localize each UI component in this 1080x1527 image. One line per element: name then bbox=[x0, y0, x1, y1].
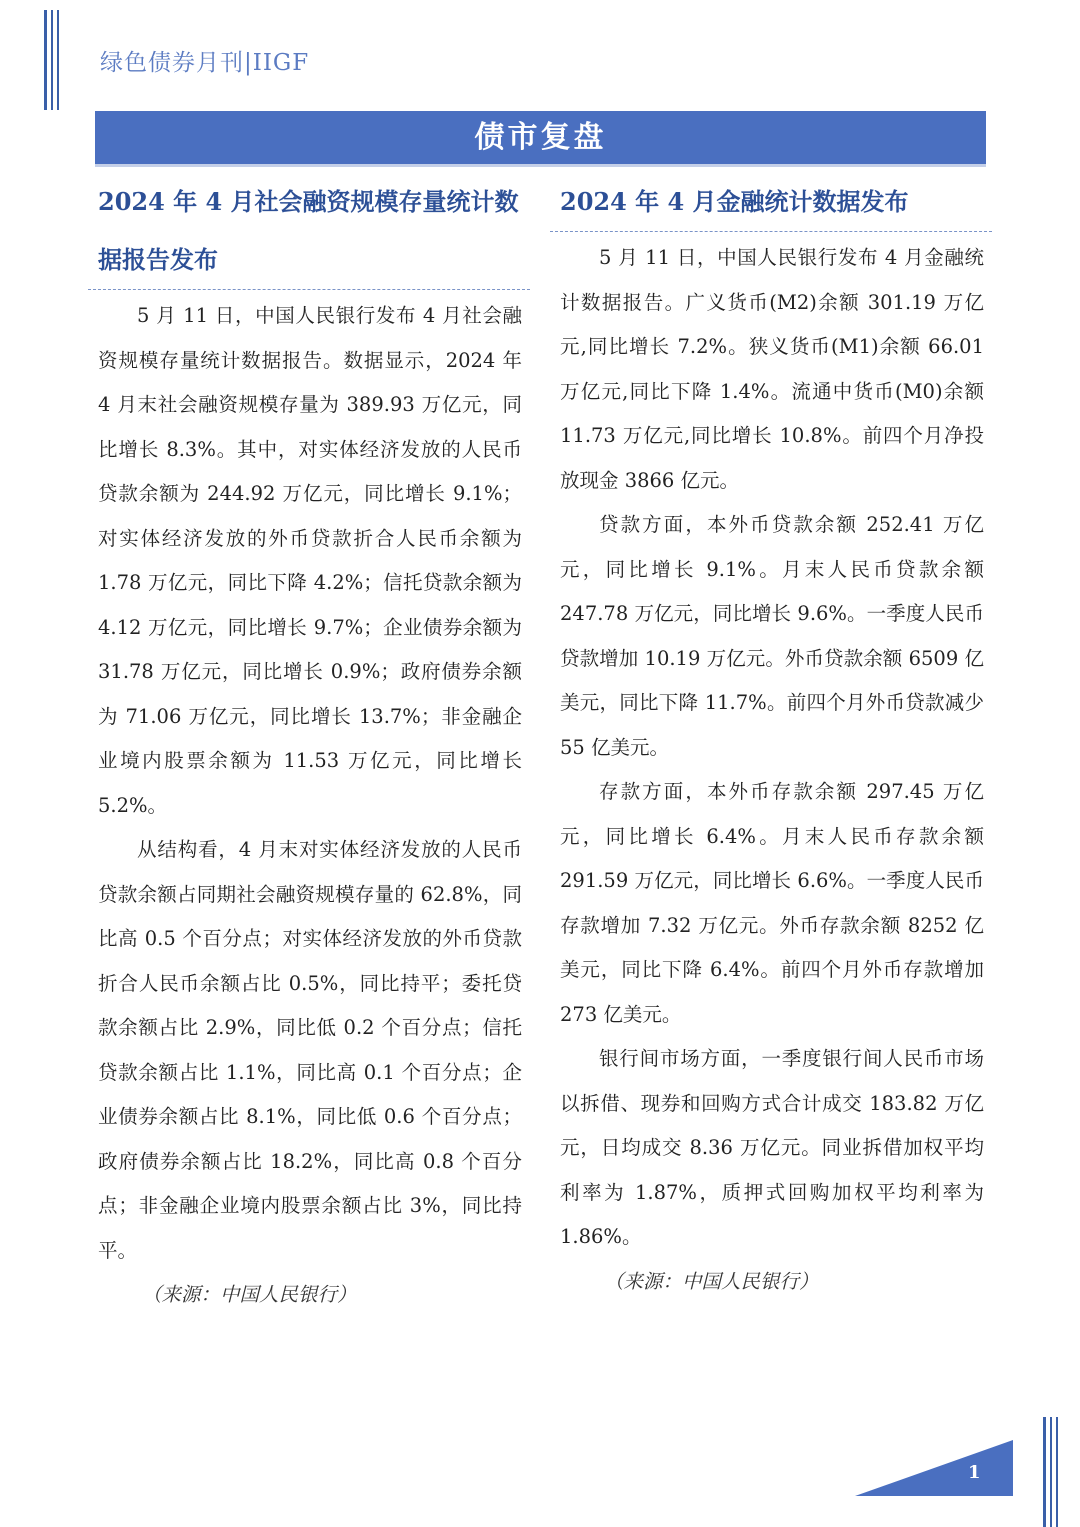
section-title: 债市复盘 bbox=[474, 120, 607, 155]
title-divider bbox=[88, 289, 530, 290]
article-source: （来源：中国人民银行） bbox=[604, 1269, 819, 1293]
right-article bbox=[560, 172, 984, 1304]
paragraph: 贷款方面，本外币贷款余额 252.41 万亿元，同比增长 9.1%。月末人民币贷款余额 247.78 万亿元，同比增长 9.6%。一季度人民币贷款增加 10.19 万亿元。外币贷款余额 6509 亿美元，同比下降 11.7%。前四个月外币贷款减少 55 亿美元。 bbox=[560, 513, 984, 759]
article-title: 2024 年 4 月金融统计数据发布 bbox=[560, 187, 909, 216]
article-source: （来源：中国人民银行） bbox=[142, 1283, 357, 1306]
publication-title: 绿色债券月刊|IIGF bbox=[100, 50, 310, 76]
paragraph: 5 月 11 日，中国人民银行发布 4 月社会融资规模存量统计数据报告。数据显示，2024 年 4 月末社会融资规模存量为 389.93 万亿元，同比增长 8.3%。其中，对实体经济发放的人民币贷款余额为 244.92 万亿元，同比增长 9.1%；对实体经济发放的外币贷款折合人民币余额为 1.78 万亿元，同比下降 4.2%；信托贷款余额为 4.12 万亿元，同比增长 9.7%；企业债券余额为 31.78 万亿元，同比增长 0.9%；政府债券余额为 71.06 万亿元，同比增长 13.7%；非金融企业境内股票余额为 11.53 万亿元，同比增长 5.2%。 bbox=[98, 304, 522, 817]
paragraph: 存款方面，本外币存款余额 297.45 万亿元，同比增长 6.4%。月末人民币存款余额 291.59 万亿元，同比增长 6.6%。一季度人民币存款增加 7.32 万亿元。外币存款余额 8252 亿美元，同比下降 6.4%。前四个月外币存款增加 273 亿美元。 bbox=[560, 780, 984, 1026]
article-title: 2024 年 4 月社会融资规模存量统计数据报告发布 bbox=[98, 187, 519, 274]
left-article bbox=[98, 172, 522, 1318]
footer-decor-bars bbox=[1043, 1417, 1058, 1527]
page-number: 1 bbox=[968, 1462, 981, 1483]
page-number-triangle bbox=[855, 1440, 1013, 1496]
paragraph: 5 月 11 日，中国人民银行发布 4 月金融统计数据报告。广义货币(M2)余额 301.19 万亿元,同比增长 7.2%。狭义货币(M1)余额 66.01 万亿元,同比下降 1.4%。流通中货币(M0)余额 11.73 万亿元,同比增长 10.8%。前四个月净投放现金 3866 亿元。 bbox=[560, 246, 984, 492]
paragraph: 从结构看，4 月末对实体经济发放的人民币贷款余额占同期社会融资规模存量的 62.8%，同比高 0.5 个百分点；对实体经济发放的外币贷款折合人民币余额占比 0.5%，同比持平；委托贷款余额占比 2.9%，同比低 0.2 个百分点；信托贷款余额占比 1.1%，同比高 0.1 个百分点；企业债券余额占比 8.1%，同比低 0.6 个百分点；政府债券余额占比 18.2%，同比高 0.8 个百分点；非金融企业境内股票余额占比 3%，同比持平。 bbox=[98, 838, 522, 1262]
header-decor-bars bbox=[44, 10, 59, 110]
article-body bbox=[98, 294, 522, 1273]
title-divider bbox=[550, 231, 992, 232]
article-body bbox=[560, 236, 984, 1260]
paragraph: 银行间市场方面，一季度银行间人民币市场以拆借、现券和回购方式合计成交 183.82 万亿元，日均成交 8.36 万亿元。同业拆借加权平均利率为 1.87%，质押式回购加权平均利率为 1.86%。 bbox=[560, 1047, 984, 1248]
section-banner bbox=[95, 111, 986, 164]
